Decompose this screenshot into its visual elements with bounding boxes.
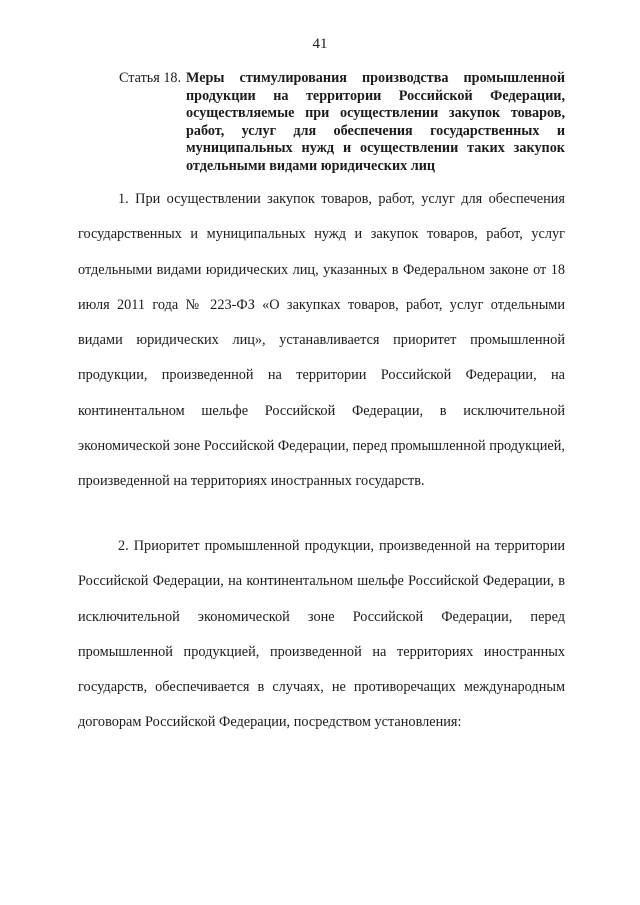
paragraph-1: 1. При осуществлении закупок товаров, работ, услуг для обеспечения государственных и муниципальных нужд и закупок товаров, работ, услуг отдельными видами юридических лиц, указанных в Федеральном законе от 18 июля 2011 года № 223-ФЗ «О закупках товаров, работ, услуг отдельными видами юридических лиц», устанавливается приоритет промышленной продукции, произведенной на территории Российской Федерации, на континентальном шельфе Российской Федерации, в исключительной экономической зоне Российской Федерации, перед промышленной продукцией, произведенной на территориях иностранных государств. (78, 191, 565, 490)
article-heading (119, 70, 565, 176)
article-label: Статья 18. (119, 70, 182, 86)
paragraph-2: 2. Приоритет промышленной продукции, произведенной на территории Российской Федерации, на континентальном шельфе Российской Федерации, в исключительной экономической зоне Российской Федерации, перед промышленной продукцией, произведенной на территориях иностранных государств, обеспечивается в случаях, не противоречащих международным договорам Российской Федерации, посредством установления: (78, 538, 565, 731)
page-number: 41 (312, 36, 328, 52)
article-title: Меры стимулирования производства промышленной продукции на территории Российской Федерации, осуществляемые при осуществлении закупок товаров, работ, услуг для обеспечения государственных и муниципальных нужд и осуществлении таких закупок отдельными видами юридических лиц (186, 70, 565, 174)
